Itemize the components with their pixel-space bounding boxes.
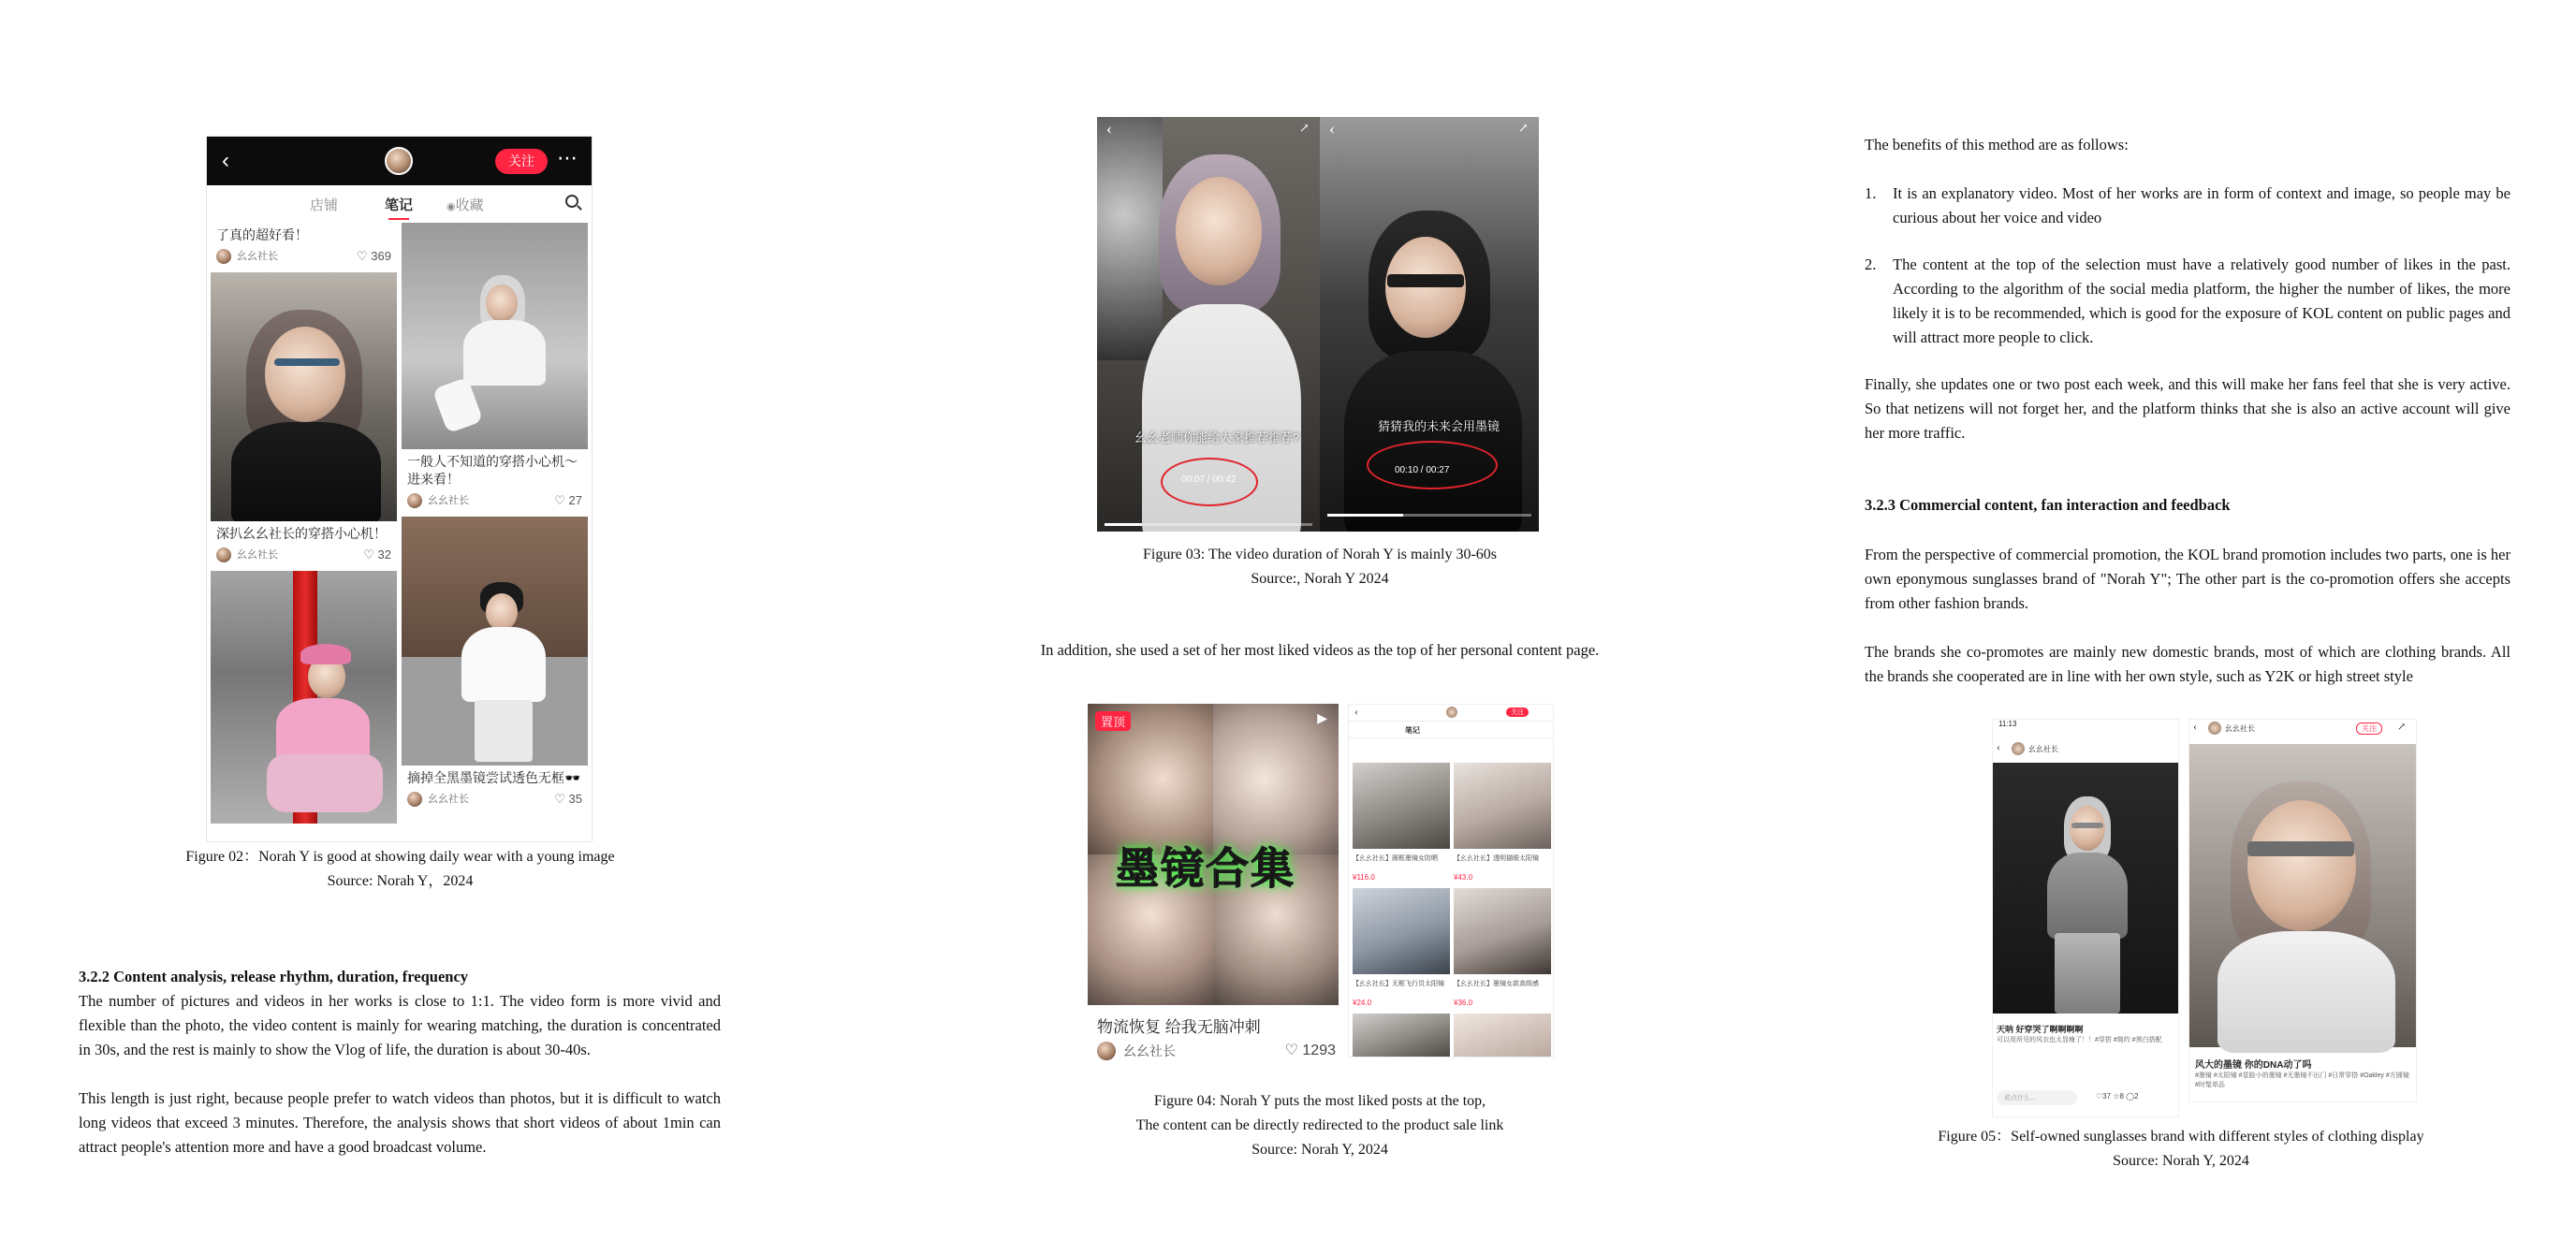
comment-placeholder: 说点什么… xyxy=(2004,1095,2037,1101)
notes-column-right xyxy=(402,223,588,810)
author-name: 幺幺社长 xyxy=(428,794,469,805)
follow-button[interactable]: 关注 xyxy=(495,149,548,174)
figure-03-caption: Figure 03: The video duration of Norah Y is mainly 30-60s xyxy=(1142,547,1497,562)
product-price: ¥36.0 xyxy=(1454,999,1473,1007)
product-price: ¥24.0 xyxy=(1353,999,1372,1007)
figure-04-source: Source: Norah Y, 2024 xyxy=(1251,1142,1388,1158)
list-item-text: It is an explanatory video. Most of her works are in form of context and image, so people may be curious about her voice and video xyxy=(1893,184,2510,226)
back-icon[interactable]: ‹ xyxy=(1354,705,1358,718)
product-photo[interactable] xyxy=(1353,1014,1450,1058)
note-meta xyxy=(211,545,397,565)
note-card[interactable] xyxy=(402,766,588,810)
note-card[interactable] xyxy=(402,449,588,511)
author-name: 幺幺社长 xyxy=(1123,1043,1176,1058)
figure-04-caption-line-2: The content can be directly redirected to the product sale link xyxy=(1135,1117,1504,1133)
like-count[interactable] xyxy=(1285,1041,1336,1061)
note-title: 摘掉全黑墨镜尝试透色无框🕶️ xyxy=(407,770,581,785)
figure-04-caption-line-1: Figure 04: Norah Y puts the most liked posts at the top, xyxy=(1153,1093,1486,1109)
like-value: 32 xyxy=(377,547,391,562)
like-count[interactable] xyxy=(357,246,391,267)
note-card[interactable] xyxy=(211,521,397,565)
like-value: 27 xyxy=(568,493,582,507)
heart-icon: ♡ xyxy=(554,493,565,507)
video-progress[interactable] xyxy=(1105,523,1312,526)
like-count[interactable] xyxy=(363,545,391,565)
mini-avatar xyxy=(1446,707,1457,718)
cover-title: 墨镜合集 xyxy=(1116,843,1295,894)
heart-icon: ♡ xyxy=(363,547,374,562)
heart-icon: ♡ xyxy=(1284,1043,1298,1058)
finally-paragraph: Finally, she updates one or two post each week, and this will make her fans feel that she is very active. So that netizens will not forget her, and the platform thinks that she is also an active account will give her more traffic. xyxy=(1865,375,2510,442)
figure-04-pinned-post[interactable] xyxy=(1086,702,1348,1067)
post-caption: 物流恢复 给我无脑冲刺 xyxy=(1097,1018,1261,1036)
figure-05-left-post xyxy=(1992,719,2179,1117)
post-photo[interactable] xyxy=(2189,744,2417,1047)
benefits-intro: The benefits of this method are as follows: xyxy=(1865,136,2129,153)
post-title: 天呐 好穿哭了啊啊啊啊 xyxy=(1997,1025,2084,1034)
back-icon[interactable]: ‹ xyxy=(1329,119,1335,138)
post-meta xyxy=(1097,1041,1336,1061)
note-photo[interactable] xyxy=(402,517,588,766)
play-icon: ▶ xyxy=(1317,712,1327,726)
tab-shop[interactable]: 店铺 xyxy=(310,197,339,213)
product-price: ¥116.0 xyxy=(1353,873,1375,882)
section-322-paragraph-1: The number of pictures and videos in her works is close to 1:1. The video form is more vivid and flexible than the photo, the video content is mainly for wearing matching, the duration is concentrated in 30s, and the rest is mainly to show the Vlog of life, the duration is about 30-40s. xyxy=(79,992,721,1058)
product-price: ¥43.0 xyxy=(1454,873,1473,882)
author-name: 幺幺社长 xyxy=(2028,745,2058,753)
lock-icon: ◉ xyxy=(446,201,456,212)
section-322-heading: 3.2.2 Content analysis, release rhythm, duration, frequency xyxy=(79,968,469,985)
product-title: 【幺幺社长】透明猫眼太阳镜 xyxy=(1454,855,1539,862)
note-photo[interactable] xyxy=(211,571,397,824)
tab-notes[interactable]: 笔记 xyxy=(385,195,413,214)
author-avatar xyxy=(407,493,422,508)
pinned-cover[interactable] xyxy=(1088,704,1339,1005)
avatar[interactable] xyxy=(385,147,413,175)
section-323-heading: 3.2.3 Commercial content, fan interaction and feedback xyxy=(1865,496,2231,514)
product-title: 【幺幺社长】墨镜女款高级感 xyxy=(1454,981,1539,987)
figure-03-source: Source:, Norah Y 2024 xyxy=(1251,571,1389,587)
note-photo[interactable] xyxy=(211,272,397,521)
figure-02-source: Source: Norah Y，2024 xyxy=(327,873,474,889)
video-frame-2[interactable] xyxy=(1320,117,1539,532)
tab-collect-label: 收藏 xyxy=(455,197,484,213)
follow-button[interactable]: 关注 xyxy=(2356,722,2382,735)
comment-icon[interactable]: ◯ xyxy=(2126,1092,2135,1101)
note-card[interactable] xyxy=(211,223,397,267)
author-name: 幺幺社长 xyxy=(2225,724,2255,733)
heart-icon: ♡ xyxy=(357,249,368,263)
section-322-paragraph-2: This length is just right, because people prefer to watch videos than photos, but it is difficult to watch long videos that exceed 3 minutes. Therefore, the analysis shows that short videos of about 1min can attract people's attention more and have a good broadcast volume. xyxy=(79,1089,721,1156)
likes-count: 37 xyxy=(2102,1092,2112,1101)
author-avatar xyxy=(216,547,231,562)
video-frame-1[interactable] xyxy=(1097,117,1320,532)
note-title: 深扒幺幺社长的穿搭小心机！ xyxy=(216,526,387,541)
author-name: 幺幺社长 xyxy=(237,251,278,262)
share-icon[interactable]: ↗ xyxy=(2397,722,2407,733)
app-header xyxy=(207,137,592,185)
note-meta xyxy=(402,490,588,511)
video-time: 00:07 / 00:42 xyxy=(1181,474,1237,485)
status-time: 11:13 xyxy=(1998,720,2017,728)
comments-count: 2 xyxy=(2134,1092,2139,1101)
heart-icon: ♡ xyxy=(554,792,565,806)
brands-paragraph: The brands she co-promotes are mainly new domestic brands, most of which are clothing brands. All the brands she cooperated are in line with her own style, such as Y2K or high street style xyxy=(1865,643,2510,685)
product-title: 【幺幺社长】圆框墨镜女防晒 xyxy=(1353,855,1438,862)
profile-tabs xyxy=(207,185,592,223)
video-subtitle: 猜猜我的未来会用墨镜 xyxy=(1378,419,1500,433)
like-count[interactable] xyxy=(554,490,582,511)
comment-input[interactable] xyxy=(1997,1090,2077,1105)
note-title: 一般人不知道的穿搭小心机～进来看！ xyxy=(407,454,578,487)
figure-02-screenshot xyxy=(206,136,593,842)
star-icon[interactable]: ☆ xyxy=(2113,1092,2120,1101)
note-meta xyxy=(211,246,397,267)
share-icon[interactable]: ↗ xyxy=(1518,121,1529,135)
back-icon[interactable]: ‹ xyxy=(1997,740,2000,753)
commercial-paragraph: From the perspective of commercial promotion, the KOL brand promotion includes two parts, one is her own eponymous sunglasses brand of "Norah Y"; The other part is the co-promotion offers she accepts from other fashion brands. xyxy=(1865,546,2510,612)
post-tags: #墨镜 #太阳镜 #显脸小的墨镜 #无墨镜不出门 #日常穿搭 #Oakley #方圆镜 #时髦单品 xyxy=(2195,1072,2409,1088)
figure-05-source: Source: Norah Y, 2024 xyxy=(2113,1153,2249,1169)
list-number: 2. xyxy=(1865,255,1877,273)
tab-notes[interactable]: 笔记 xyxy=(1405,726,1420,735)
post-title: 风大的墨镜 你的DNA动了吗 xyxy=(2195,1060,2312,1071)
author-avatar xyxy=(407,792,422,807)
like-value: 35 xyxy=(568,792,582,806)
heart-icon[interactable]: ♡ xyxy=(2096,1092,2103,1101)
post-photo[interactable] xyxy=(1993,763,2179,1014)
author-avatar xyxy=(216,249,231,264)
back-icon[interactable]: ‹ xyxy=(1106,119,1112,138)
video-subtitle: 幺幺老师你能给大家推荐推荐? xyxy=(1134,430,1300,445)
figure-02-caption: Figure 02：Norah Y is good at showing daily wear with a young image xyxy=(185,849,615,865)
collects-count: 8 xyxy=(2119,1092,2124,1101)
product-photo[interactable] xyxy=(1454,1014,1551,1058)
back-icon[interactable]: ‹ xyxy=(2193,720,2197,733)
pin-badge: 置顶 xyxy=(1095,711,1131,731)
author-avatar xyxy=(2208,722,2221,735)
tab-collect[interactable] xyxy=(446,195,484,214)
figure-05-right-post xyxy=(2188,719,2417,1102)
product-photo[interactable] xyxy=(1454,888,1551,974)
search-icon[interactable] xyxy=(565,195,578,208)
back-icon[interactable]: ‹ xyxy=(222,148,229,173)
video-time: 00:10 / 00:27 xyxy=(1395,465,1450,475)
note-meta xyxy=(402,789,588,810)
middle-paragraph: In addition, she used a set of her most liked videos as the top of her personal content page. xyxy=(1040,641,1600,659)
post-desc: 可以用所见的风衣也太显瘦了！！#穿搭 #简约 #黑白搭配 xyxy=(1997,1037,2162,1043)
product-photo[interactable] xyxy=(1454,763,1551,849)
author-avatar xyxy=(2012,742,2025,755)
notes-column-left xyxy=(211,223,397,824)
author-name: 幺幺社长 xyxy=(428,495,469,506)
follow-button[interactable]: 关注 xyxy=(1506,708,1529,717)
post-actions xyxy=(2096,1092,2139,1101)
like-value: 369 xyxy=(371,249,391,263)
like-count[interactable] xyxy=(554,789,582,810)
note-photo[interactable] xyxy=(402,223,588,449)
share-icon[interactable]: ↗ xyxy=(1299,121,1310,135)
product-title: 【幺幺社长】无框飞行员太阳镜 xyxy=(1353,981,1444,987)
figure-04-shop-screenshot xyxy=(1348,704,1554,1058)
note-title: 了真的超好看！ xyxy=(216,227,308,242)
author-name: 幺幺社长 xyxy=(237,549,278,561)
video-progress[interactable] xyxy=(1327,514,1531,517)
product-photo[interactable] xyxy=(1353,763,1450,849)
like-value: 1293 xyxy=(1302,1043,1336,1058)
list-number: 1. xyxy=(1865,184,1877,202)
product-photo[interactable] xyxy=(1353,888,1450,974)
figure-05-caption: Figure 05：Self-owned sunglasses brand with different styles of clothing display xyxy=(1938,1129,2424,1145)
more-icon[interactable]: ⋯ xyxy=(557,146,578,169)
list-item-text: The content at the top of the selection must have a relatively good number of likes in the past. According to the algorithm of the social media platform, the higher the number of likes, the more likely it is to be recommended, which is good for the exposure of KOL content on public pages and will attract more people to click. xyxy=(1893,255,2510,346)
author-avatar xyxy=(1097,1042,1116,1060)
